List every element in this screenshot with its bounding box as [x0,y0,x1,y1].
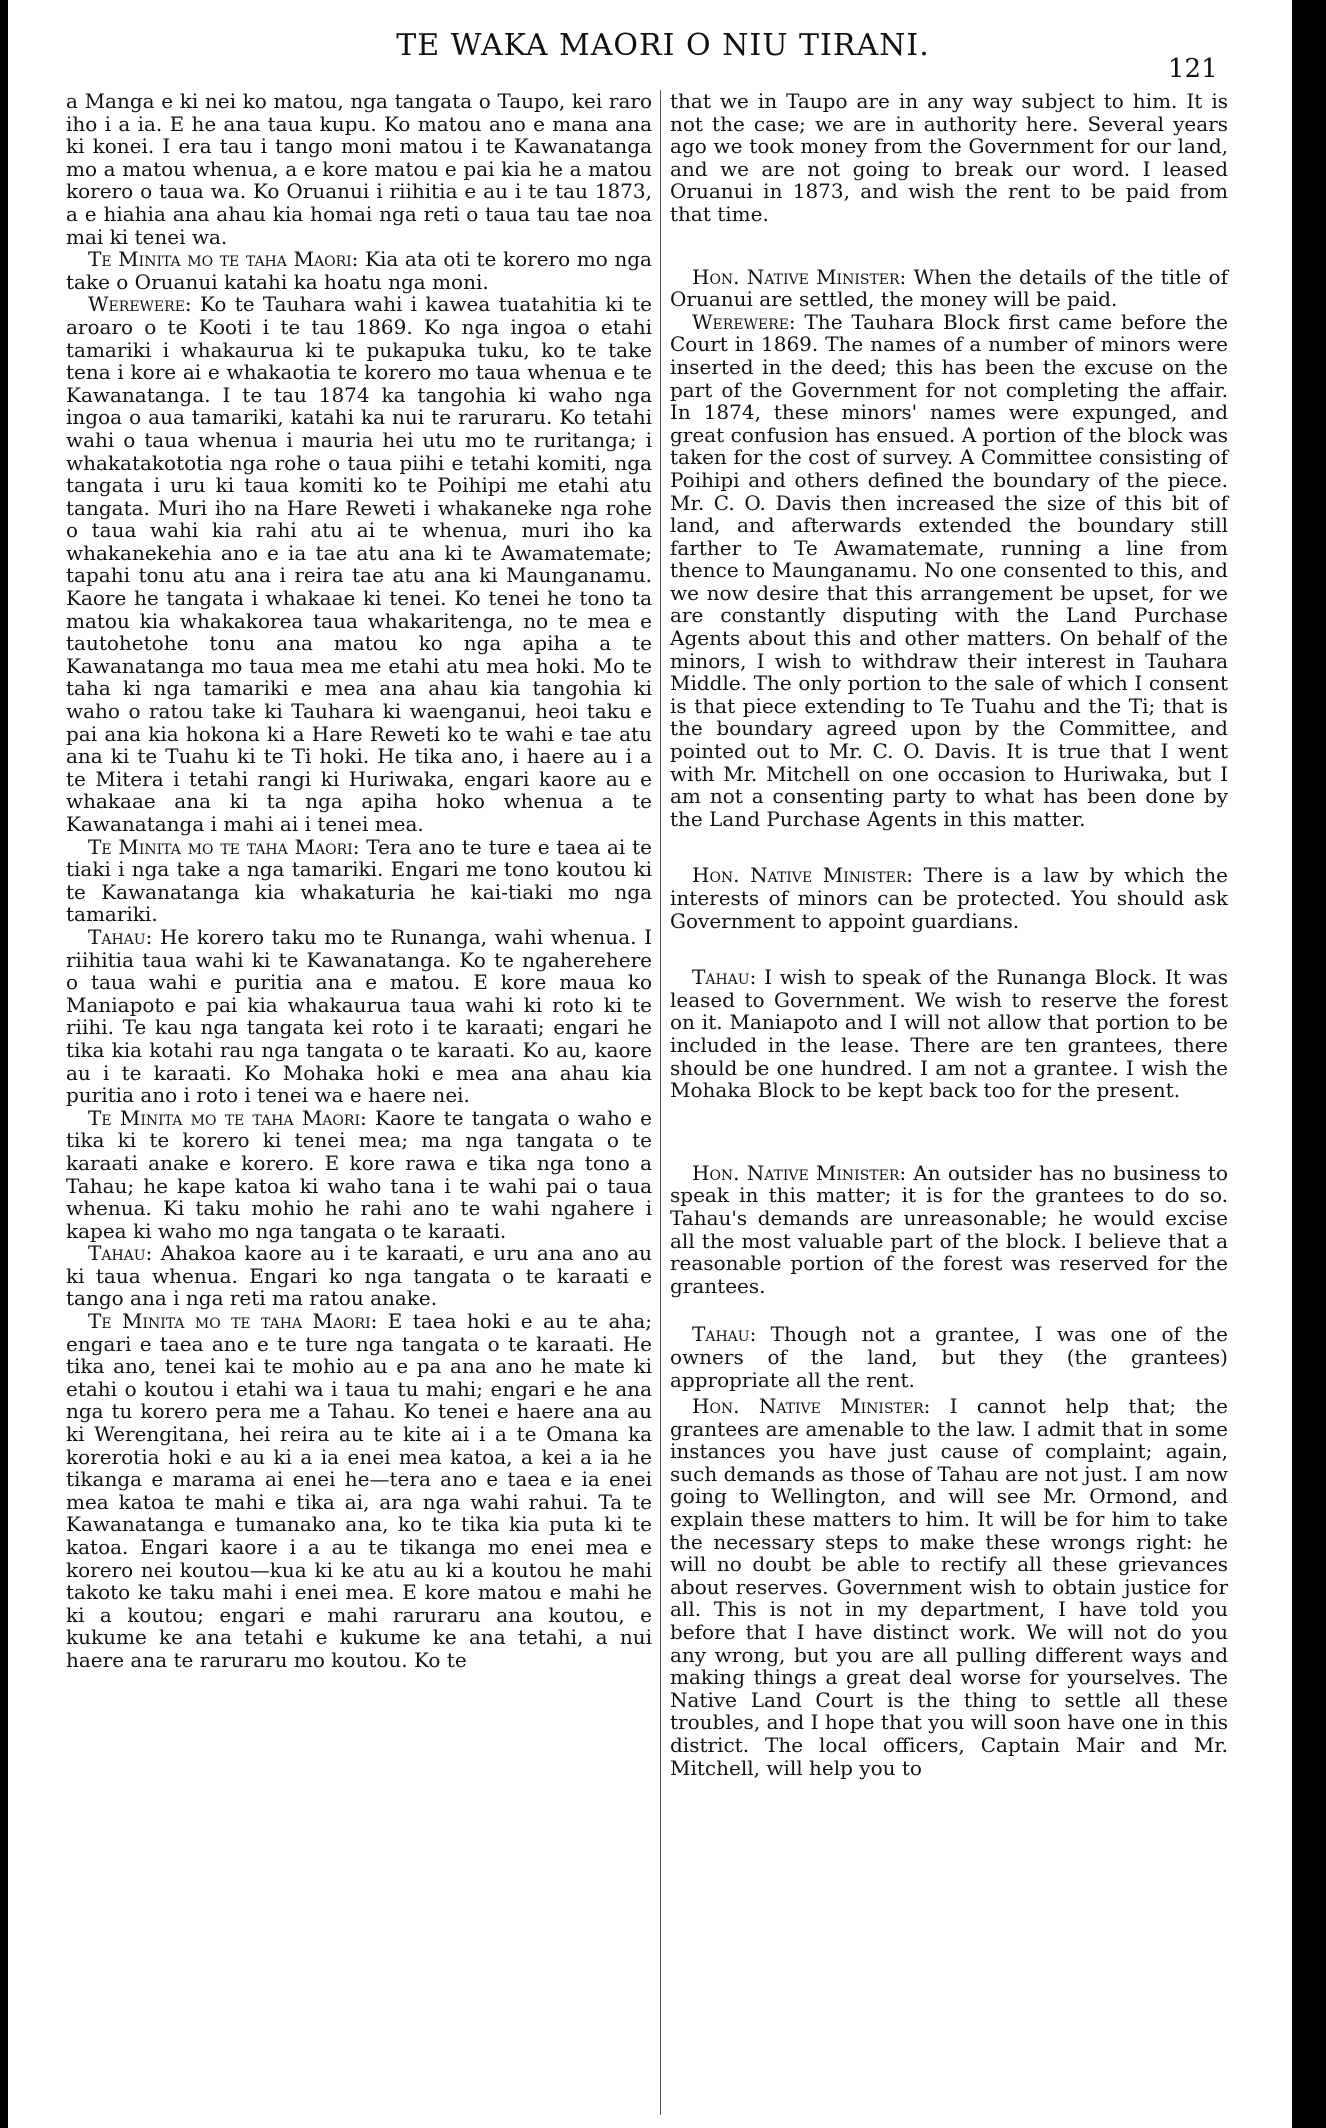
speaker: Te Minita mo te taha Maori: [88,1309,378,1334]
paragraph-text: Kaore te tangata o waho e tika ki te korero ki tenei mea; ma nga tangata o te karaati anake e korero. E kore rawa e tika nga tono a Tahau; he kape katoa ki waho tana i te wahi pai o taua whenua. Ki taku mohio he rahi ano te wahi ngahere i kapea ki waho mo nga tangata o te karaati. [66,1105,652,1243]
paragraph-text: I wish to speak of the Runanga Block. It was leased to Government. We wish to reserve the forest on it. Maniapoto and I will not allow that portion to be included in the lease. There are ten grantees, there should be one hundred. I am not a grantee. I wish the Mohaka Block to be kept back too for the present. [670,965,1228,1103]
paragraph [670,1162,1228,1298]
paragraph-text: Tera ano te ture e taea ai te tiaki i nga take a nga tamariki. Engari me tono koutou ki te Kawanatanga kia whakaturia he kai-tiaki mo nga tamariki. [66,834,652,927]
paragraph [66,293,652,835]
column-divider [660,90,661,2115]
speaker: Te Minita mo te taha Maori: [88,834,360,859]
paragraph [670,864,1228,932]
speaker: Te Minita mo te taha Maori: [88,247,359,272]
scan-edge-left [0,0,8,2128]
paragraph-text: When the details of the title of Oruanui are settled, the money will be paid. [670,264,1228,312]
speaker: Tahau: [692,965,757,990]
paragraph-text: E taea hoki e au te aha; engari e taea ano e te ture nga tangata o te karaati. He tika ano, tenei kai te mohio au e pa ana ano he mate ki etahi o koutou i etahi wa i taua tu mahi; engari e he ana nga tu korero pera me a Tahau. Ko tenei e haere ana au ki Werengitana, hei reira au te kite ai i a te Omana ka korerotia hoki e au ki a ia enei mea katoa, a kei a ia he tikanga e marama ai enei he—tera ano e taea e ia enei mea katoa te mahi e tika ai, ara nga wahi rahui. Ta te Kawanatanga e tumanako ana, ko te tika kia puta ki te katoa. Engari kaore i a au te tikanga mo enei mea e korero nei koutou—kua ki ke atu au ki a koutou he mahi takoto ke taku mahi i enei mea. E kore matou e mahi he ki a koutou; engari e mahi raruraru ana koutou, e kukume ke ana tetahi e kukume ke ana tetahi, a nui haere ana te raruraru mo koutou. Ko te [66,1309,653,1672]
paragraph-text: The Tauhara Block first came before the Court in 1869. The names of a number of minors were inserted in the deed; this has been the excuse on the part of the Government for not completing the affair. In 1874, these minors' names were expunged, and great confusion has ensued. A portion of the block was taken for the cost of survey. A Committee consisting of Poihipi and others defined the boundary of the piece. Mr. C. O. Davis then increased the size of this bit of land, and afterwards extended the boundary still farther to Te Awamatemate, running a line from thence to Maunganamu. No one consented to this, and we now desire that this arrangement be upset, for we are constantly disputing with the Land Purchase Agents about this and other matters. On behalf of the minors, I wish to withdraw their interest in Tauhara Middle. The only portion to the sale of which I consent is that piece extending to Te Tuahu and the Ti; that is the boundary agreed upon by the Committee, and pointed out to Mr. C. O. Davis. It is true that I went with Mr. Mitchell on one occasion to Huriwaka, but I am not a consenting party to what has been done by the Land Purchase Agents in this matter. [670,309,1229,831]
scan-edge-right [1292,0,1326,2128]
paragraph-text: a Manga e ki nei ko matou, nga tangata o Taupo, kei raro iho i a ia. E he ana taua kupu. Ko matou ano e mana ana ki konei. I era tau i tango moni matou i te Kawanatanga mo a matou whenua, a e kore matou e pai kia he a matou korero o taua wa. Ko Oruanui i riihitia e au i te tau 1873, a e hiahia ana ahau kia homai nga reti o taua tau tae noa mai ki tenei wa. [66,89,652,249]
paragraph [670,1323,1228,1391]
speaker: Hon. Native Minister: [692,1160,907,1185]
paragraph [670,311,1228,831]
speaker: Werewere: [88,292,192,317]
paragraph-text: Though not a grantee, I was one of the owners of the land, but they (the grantees) appropriate all the rent. [670,1322,1229,1392]
paragraph-text: An outsider has no business to speak in this matter; it is for the grantees to do so. Tahau's demands are unreasonable; he would excise all the most valuable part of the block. I believe that a reasonable portion of the forest was reserved for the grantees. [670,1160,1228,1298]
paragraph [66,1107,652,1243]
paragraph [66,1242,652,1310]
paragraph-text: that we in Taupo are in any way subject to him. It is not the case; we are in authority here. Several years ago we took money from the Government for our land, and we are not going to break our word. I leased Oruanui in 1873, and wish the rent to be paid from that time. [670,89,1228,226]
speaker: Te Minita mo te taha Maori: [88,1105,367,1130]
speaker: Tahau: [88,924,153,949]
speaker: Tahau: [692,1322,757,1347]
paragraph [670,1395,1228,1779]
speaker: Tahau: [88,1241,153,1266]
paragraph-text: Ahakoa kaore au i te karaati, e uru ana ano au ki taua whenua. Engari ko nga tangata o te karaati e tango ana i nga reti ma ratou anake. [66,1241,652,1311]
paragraph [670,266,1228,311]
speaker: Hon. Native Minister: [692,863,913,888]
left-column-maori [66,90,652,1672]
paragraph [670,90,1228,226]
speaker: Hon. Native Minister: [692,1394,931,1419]
speaker: Hon. Native Minister: [692,264,907,289]
paragraph-text: I cannot help that; the grantees are amenable to the law. I admit that in some instances you have just cause of complaint; again, such demands as those of Tahau are not just. I am now going to Wellington, and will see Mr. Ormond, and explain these matters to him. It will be for him to take the necessary steps to make these wrongs right: he will no doubt be able to rectify all these grievances about reserves. Government wish to obtain justice for all. This is not in my department, I have told you before that I have distinct work. We will not do you any wrong, but you are all pulling different ways and making things a great deal worse for yourselves. The Native Land Court is the thing to settle all these troubles, and I hope that you will soon have one in this district. The local officers, Captain Mair and Mr. Mitchell, will help you to [670,1394,1228,1780]
paragraph [66,1310,652,1672]
page-title: TE WAKA MAORI O NIU TIRANI. [396,28,930,63]
paragraph-text: Ko te Tauhara wahi i kawea tuatahitia ki te aroaro o te Kooti i te tau 1869. Ko nga ingoa o etahi tamariki i whakaurua ki te pukapuka tuku, ko te take tena i kore ai e whakaotia te korero mo taua whenua e te Kawanatanga. I te tau 1874 ka tangohia ki waho nga ingoa o aua tamariki, katahi ka nui te raruraru. Ko tetahi wahi o taua whenua i mauria hei utu mo te ruritanga; i whakatakototia nga rohe o taua piihi e tetahi komiti, nga tangata i uru ki taua komiti ko te Poihipi me etahi atu tangata. Muri iho na Hare Reweti i whakaneke nga rohe o taua wahi kia rahi atu ai te whenua, muri iho ka whakanekehia ano e ia tae atu ana ki te Awamatemate; tapahi tonu atu ana i reira tae atu ana ki Maunganamu. Kaore he tangata i whakaae ki tenei. Ko tenei he tono ta matou kia whakakorea taua whakaritenga, no te mea e tautohetohe tonu ana matou ko nga apiha a te Kawanatanga mo taua mea me etahi atu mea hoki. Mo te taha ki nga tamariki e mea ana ahau kia tangohia ki waho o ratou take ki Tauhara ki waenganui, heoi taku e pai ana kia hokona ki a Hare Reweti ko te wahi e tae atu ana ki te Tuahu ki te Ti hoki. He tika ano, i haere au i a te Mitera i tetahi rangi ki Huriwaka, engari kaore au e whakaae ana ki ta nga apiha hoko whenua a te Kawanatanga i mahi ai i tenei mea. [66,292,652,836]
right-column-english [670,90,1228,1779]
paragraph [66,248,652,293]
paragraph-text: There is a law by which the interests of minors can be protected. You should ask Government to appoint guardians. [670,863,1228,933]
paragraph-text: He korero taku mo te Runanga, wahi whenua. I riihitia taua wahi ki te Kawanatanga. Ko te ngaherehere o taua wahi e puritia ana e matou. E kore maua ko Maniapoto e pai kia whakaurua taua wahi ki roto ki te riihi. Te kau nga tangata kei roto i te karaati; engari he tika kia kotahi rau nga tangata o te karaati. Ko au, kaore au i te karaati. Ko Mohaka hoki e mea ana ahau kia puritia ano i roto i tenei wa e haere nei. [66,924,652,1108]
speaker: Werewere: [692,309,796,334]
page-number: 121 [1168,54,1218,84]
paragraph [66,836,652,926]
paragraph-text: Kia ata oti te korero mo nga take o Oruanui katahi ka hoatu nga moni. [66,247,652,294]
paragraph [66,90,652,248]
paragraph [66,926,652,1107]
paragraph [670,966,1228,1102]
